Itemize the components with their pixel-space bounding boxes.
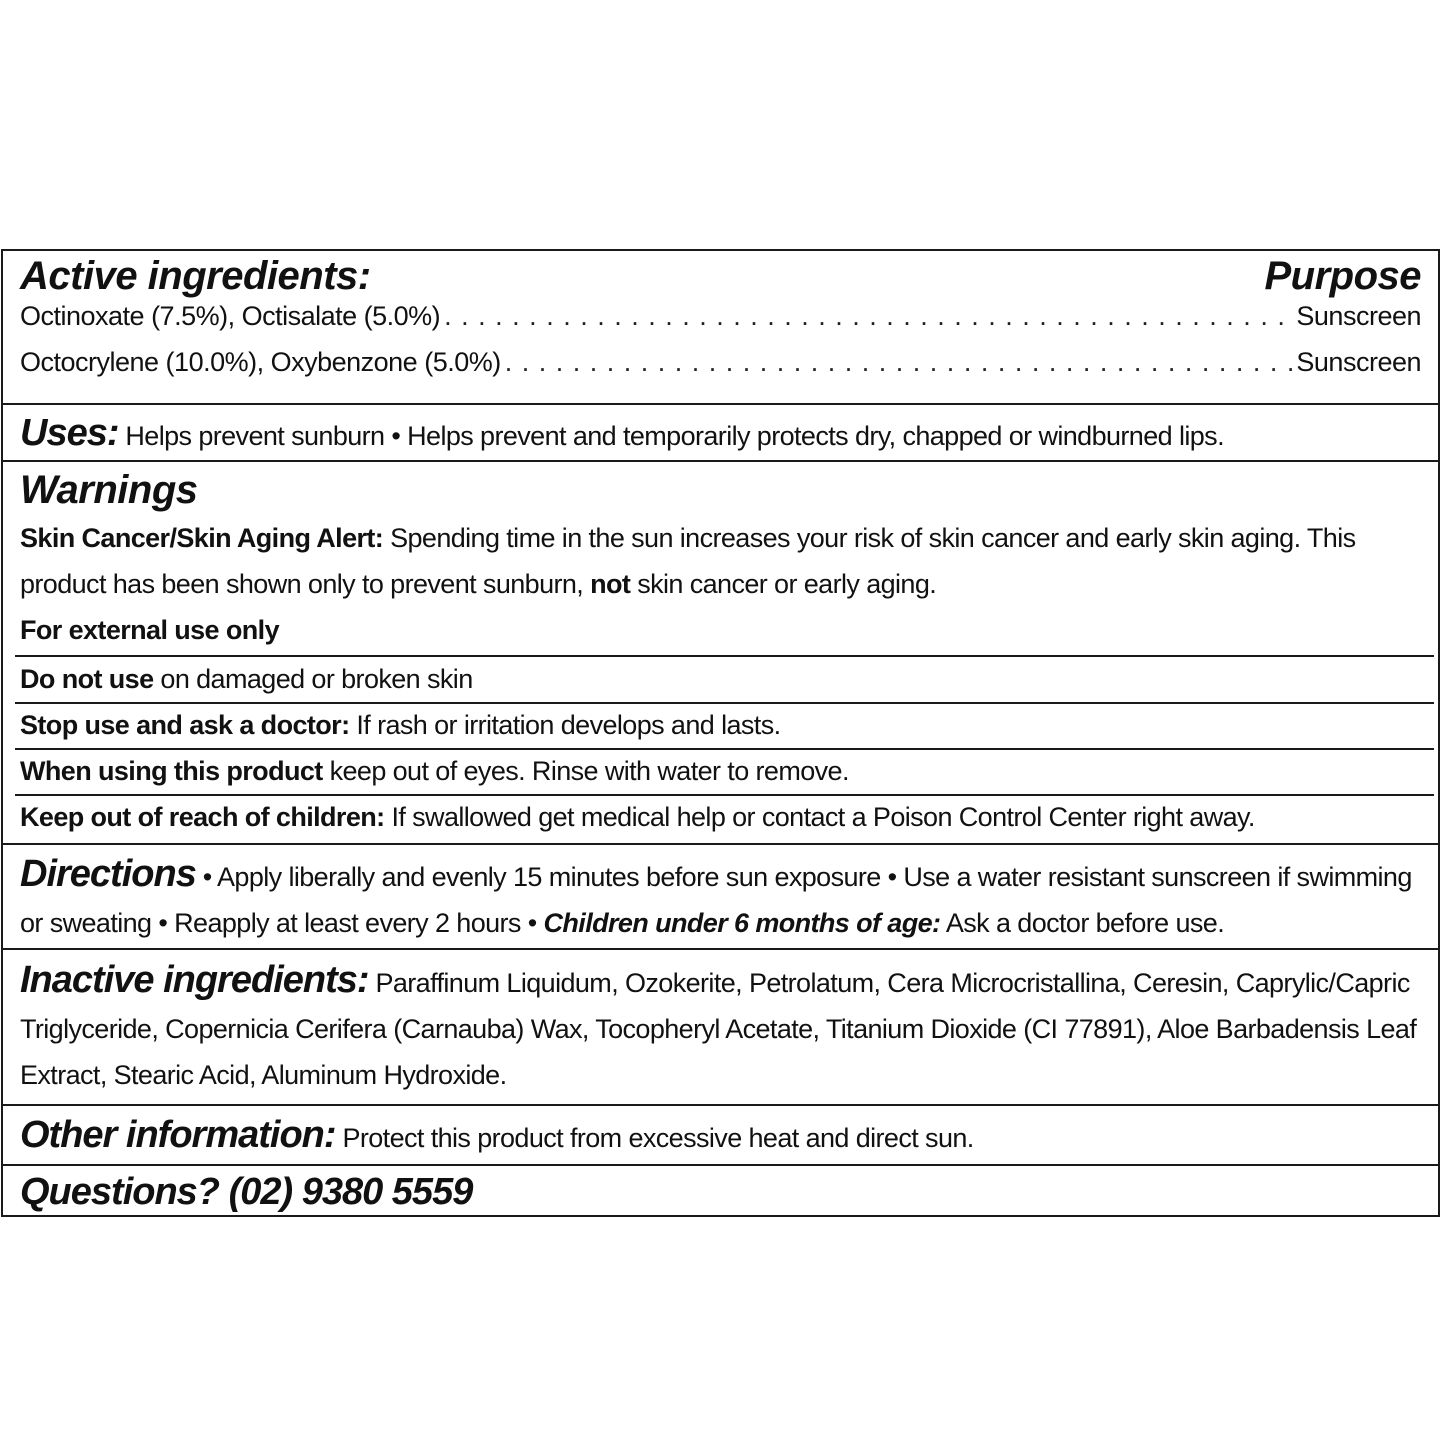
external-use-only: For external use only	[20, 615, 279, 645]
uses-heading: Uses:	[20, 412, 119, 454]
do-not-use-text: on damaged or broken skin	[160, 664, 473, 694]
ingredient-row	[20, 301, 1421, 347]
do-not-use-label: Do not use	[20, 664, 154, 694]
ingredient-purpose: Sunscreen	[1296, 301, 1421, 331]
warnings-section	[3, 463, 1438, 653]
warnings-heading: Warnings	[20, 468, 198, 512]
directions-section	[3, 851, 1438, 946]
section-divider	[3, 460, 1438, 462]
uses-text: Helps prevent sunburn • Helps prevent and temporarily protects dry, chapped or windburned lips.	[125, 421, 1224, 451]
ingredient-row	[20, 347, 1421, 393]
section-divider	[3, 403, 1438, 405]
keep-out-row	[3, 794, 1438, 840]
ingredient-purpose: Sunscreen	[1296, 347, 1421, 377]
section-divider	[3, 948, 1438, 950]
section-divider	[3, 1104, 1438, 1106]
skin-alert-label: Skin Cancer/Skin Aging Alert:	[20, 523, 384, 553]
when-using-label: When using this product	[20, 756, 323, 786]
inactive-ingredients-text: Paraffinum Liquidum, Ozokerite, Petrolatum, Cera Microcristallina, Ceresin, Caprylic/Capric Triglyceride, Copernicia Cerifera (Carnauba) Wax, Tocopheryl Acetate, Titanium Dioxide (CI 77891), Aloe Barbadensis Leaf Extract, Stearic Acid, Aluminum Hydroxide.	[20, 968, 1417, 1090]
skin-alert-text-end: skin cancer or early aging.	[637, 569, 937, 599]
skin-alert-text: Spending time in the sun increases your risk of skin cancer and early skin aging. This product has been shown only to prevent sunburn,	[20, 523, 1356, 599]
do-not-use-row	[3, 656, 1438, 702]
dot-leader	[505, 347, 1293, 378]
skin-alert-paragraph	[20, 515, 1421, 607]
inactive-ingredients-section	[3, 957, 1438, 1098]
keep-out-label: Keep out of reach of children:	[20, 802, 385, 832]
uses-section	[3, 407, 1438, 462]
ingredient-name: Octinoxate (7.5%), Octisalate (5.0%)	[20, 301, 441, 331]
inactive-ingredients-heading: Inactive ingredients:	[20, 959, 369, 1001]
section-divider	[3, 1164, 1438, 1166]
section-divider	[3, 843, 1438, 845]
children-label: Children under 6 months of age:	[543, 908, 941, 938]
active-ingredients-section	[3, 251, 1438, 393]
questions-line: Questions? (02) 9380 5559	[20, 1171, 473, 1213]
directions-heading: Directions	[20, 853, 196, 895]
when-using-text: keep out of eyes. Rinse with water to remove.	[329, 756, 849, 786]
other-information-section	[3, 1109, 1438, 1164]
dot-leader	[444, 301, 1292, 332]
skin-alert-emphasis: not	[590, 569, 631, 599]
stop-use-label: Stop use and ask a doctor:	[20, 710, 350, 740]
other-information-heading: Other information:	[20, 1114, 336, 1156]
directions-text: • Apply liberally and evenly 15 minutes before sun exposure • Use a water resistant sunscreen if swimming or sweating • Reapply at least every 2 hours •	[20, 862, 1412, 938]
drug-facts-panel	[1, 249, 1440, 1217]
purpose-heading: Purpose	[1264, 254, 1421, 298]
questions-section	[3, 1167, 1438, 1217]
stop-use-text: If rash or irritation develops and lasts.	[356, 710, 781, 740]
stop-use-row	[3, 702, 1438, 748]
keep-out-text: If swallowed get medical help or contact a Poison Control Center right away.	[391, 802, 1255, 832]
when-using-row	[3, 748, 1438, 794]
active-ingredients-heading: Active ingredients:	[20, 254, 371, 298]
ingredient-name: Octocrylene (10.0%), Oxybenzone (5.0%)	[20, 347, 501, 377]
other-information-text: Protect this product from excessive heat and direct sun.	[342, 1123, 974, 1153]
children-text: Ask a doctor before use.	[945, 908, 1225, 938]
